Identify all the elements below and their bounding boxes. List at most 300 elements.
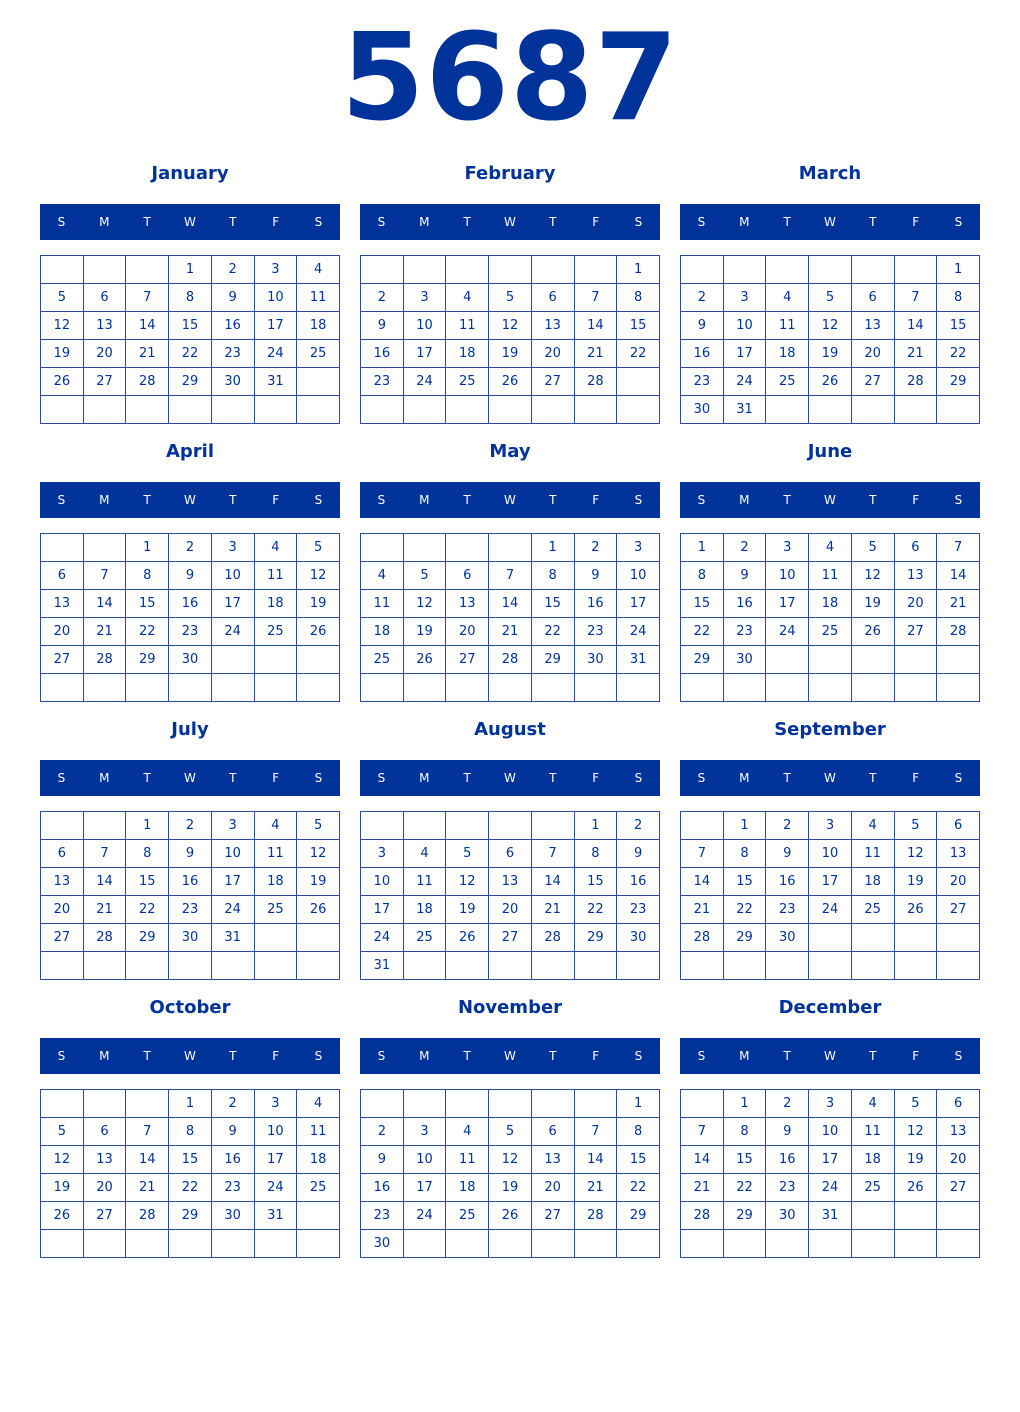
day-cell: 26 — [403, 646, 446, 674]
day-cell: 9 — [723, 562, 766, 590]
day-cell: 23 — [681, 368, 724, 396]
day-cell: 30 — [681, 396, 724, 424]
week-row — [41, 896, 340, 924]
day-cell: 21 — [83, 896, 126, 924]
weekday-label: S — [634, 1049, 643, 1063]
empty-day-cell — [361, 534, 404, 562]
week-row — [41, 924, 340, 952]
weekday-label: T — [549, 771, 557, 785]
week-row — [681, 256, 980, 284]
day-cell: 13 — [446, 590, 489, 618]
day-cell: 20 — [446, 618, 489, 646]
day-cell: 12 — [894, 1118, 937, 1146]
day-cell: 28 — [574, 368, 617, 396]
weekday-label: M — [419, 771, 430, 785]
weekday-header — [40, 760, 340, 796]
day-cell: 10 — [211, 562, 254, 590]
day-cell: 9 — [169, 840, 212, 868]
day-cell: 26 — [446, 924, 489, 952]
weekday-label: S — [377, 215, 386, 229]
day-cell: 4 — [403, 840, 446, 868]
weekday-label: S — [377, 771, 386, 785]
empty-day-cell — [403, 1230, 446, 1258]
day-cell: 9 — [211, 1118, 254, 1146]
weekday-header — [680, 760, 980, 796]
day-cell: 2 — [169, 812, 212, 840]
day-cell: 26 — [809, 368, 852, 396]
day-cell: 25 — [851, 896, 894, 924]
empty-day-cell — [403, 1090, 446, 1118]
day-cell: 31 — [254, 1202, 297, 1230]
day-cell: 3 — [211, 812, 254, 840]
weekday-label: M — [739, 771, 750, 785]
empty-day-cell — [937, 396, 980, 424]
weekday-label: S — [697, 771, 706, 785]
day-cell: 2 — [617, 812, 660, 840]
weekday-label: M — [99, 215, 110, 229]
weekday-label: S — [57, 771, 66, 785]
day-cell: 6 — [531, 1118, 574, 1146]
empty-day-cell — [531, 1230, 574, 1258]
week-row — [41, 284, 340, 312]
week-row — [681, 534, 980, 562]
day-cell: 12 — [489, 1146, 532, 1174]
empty-day-cell — [894, 1202, 937, 1230]
week-row — [41, 534, 340, 562]
day-cell: 23 — [361, 1202, 404, 1230]
day-cell: 19 — [446, 896, 489, 924]
day-cell: 23 — [169, 896, 212, 924]
empty-day-cell — [489, 952, 532, 980]
day-cell: 12 — [446, 868, 489, 896]
day-cell: 28 — [83, 924, 126, 952]
day-cell: 22 — [169, 340, 212, 368]
empty-day-cell — [83, 812, 126, 840]
empty-day-cell — [126, 256, 169, 284]
empty-day-cell — [489, 1090, 532, 1118]
day-cell: 10 — [403, 1146, 446, 1174]
empty-day-cell — [41, 812, 84, 840]
day-cell: 17 — [211, 868, 254, 896]
day-cell: 6 — [41, 840, 84, 868]
empty-day-cell — [574, 952, 617, 980]
day-cell: 8 — [681, 562, 724, 590]
empty-day-cell — [617, 396, 660, 424]
day-cell: 24 — [809, 896, 852, 924]
day-cell: 22 — [681, 618, 724, 646]
day-cell: 22 — [169, 1174, 212, 1202]
day-cell: 17 — [809, 1146, 852, 1174]
empty-day-cell — [531, 674, 574, 702]
day-cell: 25 — [403, 924, 446, 952]
day-cell: 14 — [83, 868, 126, 896]
day-cell: 19 — [489, 340, 532, 368]
weekday-label: W — [824, 215, 836, 229]
day-cell: 6 — [83, 1118, 126, 1146]
day-cell: 12 — [851, 562, 894, 590]
weekday-header — [680, 1038, 980, 1074]
day-cell: 29 — [723, 1202, 766, 1230]
day-cell: 3 — [723, 284, 766, 312]
day-cell: 30 — [574, 646, 617, 674]
empty-day-cell — [446, 534, 489, 562]
empty-day-cell — [297, 674, 340, 702]
day-cell: 18 — [446, 1174, 489, 1202]
day-cell: 15 — [617, 312, 660, 340]
weekday-label: S — [634, 215, 643, 229]
week-row — [681, 1230, 980, 1258]
day-cell: 25 — [297, 340, 340, 368]
week-row — [361, 840, 660, 868]
empty-day-cell — [723, 1230, 766, 1258]
weekday-label: F — [912, 1049, 920, 1063]
day-cell: 9 — [766, 1118, 809, 1146]
day-grid — [680, 811, 980, 980]
day-cell: 8 — [723, 1118, 766, 1146]
day-cell: 28 — [681, 1202, 724, 1230]
day-cell: 10 — [723, 312, 766, 340]
day-cell: 28 — [574, 1202, 617, 1230]
day-cell: 23 — [766, 1174, 809, 1202]
weekday-label: S — [954, 493, 963, 507]
empty-day-cell — [297, 952, 340, 980]
week-row — [361, 618, 660, 646]
day-cell: 16 — [723, 590, 766, 618]
day-cell: 13 — [41, 590, 84, 618]
day-cell: 13 — [83, 312, 126, 340]
day-cell: 4 — [851, 1090, 894, 1118]
week-row — [681, 840, 980, 868]
empty-day-cell — [41, 1090, 84, 1118]
weekday-label: W — [504, 493, 516, 507]
empty-day-cell — [83, 952, 126, 980]
day-cell: 23 — [766, 896, 809, 924]
day-cell: 17 — [361, 896, 404, 924]
day-cell: 15 — [617, 1146, 660, 1174]
empty-day-cell — [851, 1202, 894, 1230]
day-cell: 27 — [446, 646, 489, 674]
week-row — [361, 896, 660, 924]
weekday-label: F — [592, 493, 600, 507]
day-cell: 10 — [809, 840, 852, 868]
day-cell: 17 — [211, 590, 254, 618]
day-cell: 16 — [361, 1174, 404, 1202]
day-cell: 4 — [254, 534, 297, 562]
day-cell: 12 — [297, 562, 340, 590]
week-row — [361, 1174, 660, 1202]
weekday-label: W — [824, 1049, 836, 1063]
empty-day-cell — [723, 674, 766, 702]
day-cell: 9 — [361, 1146, 404, 1174]
empty-day-cell — [126, 952, 169, 980]
weekday-label: S — [634, 771, 643, 785]
day-cell: 17 — [403, 1174, 446, 1202]
empty-day-cell — [681, 1090, 724, 1118]
weekday-header — [680, 204, 980, 240]
day-cell: 14 — [894, 312, 937, 340]
weekday-label: W — [824, 771, 836, 785]
day-cell: 30 — [766, 1202, 809, 1230]
day-cell: 11 — [446, 312, 489, 340]
day-cell: 1 — [681, 534, 724, 562]
day-cell: 1 — [617, 1090, 660, 1118]
empty-day-cell — [574, 674, 617, 702]
day-cell: 25 — [254, 896, 297, 924]
weekday-label: T — [143, 493, 151, 507]
day-cell: 15 — [126, 590, 169, 618]
day-grid — [40, 1089, 340, 1258]
day-cell: 21 — [126, 340, 169, 368]
week-row — [681, 1146, 980, 1174]
week-row — [361, 284, 660, 312]
weekday-label: T — [143, 771, 151, 785]
day-cell: 5 — [446, 840, 489, 868]
day-cell: 1 — [126, 534, 169, 562]
empty-day-cell — [489, 396, 532, 424]
empty-day-cell — [937, 1230, 980, 1258]
day-cell: 27 — [531, 368, 574, 396]
day-cell: 28 — [681, 924, 724, 952]
day-cell: 15 — [169, 312, 212, 340]
day-cell: 3 — [617, 534, 660, 562]
day-cell: 18 — [297, 312, 340, 340]
week-row — [681, 812, 980, 840]
weekday-label: W — [504, 1049, 516, 1063]
day-cell: 26 — [894, 896, 937, 924]
empty-day-cell — [403, 256, 446, 284]
day-cell: 7 — [681, 1118, 724, 1146]
day-cell: 16 — [574, 590, 617, 618]
day-cell: 3 — [403, 284, 446, 312]
empty-day-cell — [531, 1090, 574, 1118]
day-cell: 21 — [681, 1174, 724, 1202]
day-cell: 20 — [531, 1174, 574, 1202]
day-cell: 2 — [766, 812, 809, 840]
week-row — [361, 368, 660, 396]
day-cell: 28 — [489, 646, 532, 674]
empty-day-cell — [766, 256, 809, 284]
weekday-label: M — [739, 493, 750, 507]
month-name: December — [778, 997, 882, 1018]
day-cell: 24 — [809, 1174, 852, 1202]
day-cell: 8 — [574, 840, 617, 868]
week-row — [361, 534, 660, 562]
day-grid — [360, 533, 660, 702]
weekday-label: S — [697, 493, 706, 507]
day-cell: 29 — [681, 646, 724, 674]
day-cell: 19 — [894, 868, 937, 896]
empty-day-cell — [766, 396, 809, 424]
empty-day-cell — [489, 674, 532, 702]
empty-day-cell — [809, 924, 852, 952]
day-cell: 13 — [531, 1146, 574, 1174]
day-cell: 26 — [489, 368, 532, 396]
day-cell: 4 — [446, 1118, 489, 1146]
weekday-label: T — [229, 771, 237, 785]
weekday-label: W — [184, 493, 196, 507]
empty-day-cell — [851, 256, 894, 284]
day-cell: 24 — [723, 368, 766, 396]
week-row — [361, 952, 660, 980]
weekday-label: T — [869, 771, 877, 785]
day-cell: 18 — [297, 1146, 340, 1174]
day-cell: 13 — [531, 312, 574, 340]
day-cell: 16 — [766, 868, 809, 896]
day-cell: 18 — [254, 590, 297, 618]
week-row — [681, 952, 980, 980]
day-cell: 22 — [723, 896, 766, 924]
weekday-label: T — [463, 215, 471, 229]
day-cell: 14 — [681, 868, 724, 896]
weekday-label: T — [783, 215, 791, 229]
week-row — [41, 256, 340, 284]
day-cell: 28 — [531, 924, 574, 952]
empty-day-cell — [937, 674, 980, 702]
weekday-label: M — [99, 493, 110, 507]
weekday-label: F — [592, 1049, 600, 1063]
week-row — [681, 312, 980, 340]
day-cell: 27 — [937, 896, 980, 924]
day-cell: 21 — [489, 618, 532, 646]
empty-day-cell — [574, 396, 617, 424]
day-cell: 17 — [809, 868, 852, 896]
weekday-label: T — [143, 1049, 151, 1063]
empty-day-cell — [809, 1230, 852, 1258]
weekday-label: M — [419, 493, 430, 507]
empty-day-cell — [446, 812, 489, 840]
day-cell: 20 — [83, 340, 126, 368]
empty-day-cell — [126, 396, 169, 424]
day-cell: 24 — [403, 1202, 446, 1230]
weekday-label: M — [99, 771, 110, 785]
day-cell: 14 — [681, 1146, 724, 1174]
week-row — [41, 952, 340, 980]
day-cell: 27 — [83, 1202, 126, 1230]
week-row — [361, 562, 660, 590]
day-cell: 16 — [169, 590, 212, 618]
day-cell: 2 — [211, 1090, 254, 1118]
day-cell: 28 — [937, 618, 980, 646]
day-cell: 14 — [531, 868, 574, 896]
weekday-header — [360, 482, 660, 518]
day-cell: 25 — [766, 368, 809, 396]
week-row — [361, 396, 660, 424]
day-cell: 20 — [41, 618, 84, 646]
day-cell: 11 — [809, 562, 852, 590]
day-grid — [680, 1089, 980, 1258]
day-cell: 15 — [723, 1146, 766, 1174]
day-cell: 9 — [211, 284, 254, 312]
day-cell: 21 — [126, 1174, 169, 1202]
empty-day-cell — [83, 1230, 126, 1258]
day-cell: 15 — [126, 868, 169, 896]
month-name: March — [798, 163, 862, 184]
empty-day-cell — [41, 534, 84, 562]
empty-day-cell — [254, 396, 297, 424]
day-cell: 23 — [361, 368, 404, 396]
weekday-label: T — [229, 1049, 237, 1063]
day-cell: 22 — [126, 896, 169, 924]
week-row — [681, 562, 980, 590]
day-cell: 22 — [617, 340, 660, 368]
empty-day-cell — [681, 812, 724, 840]
weekday-label: F — [272, 1049, 280, 1063]
day-cell: 23 — [723, 618, 766, 646]
day-cell: 29 — [169, 368, 212, 396]
day-cell: 21 — [894, 340, 937, 368]
weekday-label: T — [783, 493, 791, 507]
day-cell: 13 — [937, 1118, 980, 1146]
day-cell: 20 — [894, 590, 937, 618]
weekday-label: F — [912, 771, 920, 785]
month-name: January — [151, 163, 229, 184]
day-cell: 24 — [403, 368, 446, 396]
month-name: February — [464, 163, 556, 184]
empty-day-cell — [937, 952, 980, 980]
weekday-header — [40, 204, 340, 240]
day-cell: 1 — [531, 534, 574, 562]
day-cell: 3 — [254, 256, 297, 284]
weekday-label: M — [739, 1049, 750, 1063]
empty-day-cell — [851, 646, 894, 674]
empty-day-cell — [809, 396, 852, 424]
weekday-label: T — [783, 771, 791, 785]
week-row — [361, 340, 660, 368]
empty-day-cell — [531, 396, 574, 424]
day-cell: 24 — [211, 618, 254, 646]
day-cell: 7 — [83, 562, 126, 590]
day-cell: 15 — [937, 312, 980, 340]
day-cell: 7 — [937, 534, 980, 562]
empty-day-cell — [297, 646, 340, 674]
empty-day-cell — [211, 646, 254, 674]
day-cell: 5 — [489, 284, 532, 312]
day-cell: 11 — [297, 284, 340, 312]
day-cell: 8 — [126, 562, 169, 590]
week-row — [361, 1118, 660, 1146]
day-cell: 10 — [254, 1118, 297, 1146]
day-cell: 15 — [169, 1146, 212, 1174]
day-cell: 23 — [617, 896, 660, 924]
empty-day-cell — [446, 256, 489, 284]
weekday-header — [360, 760, 660, 796]
day-cell: 19 — [41, 340, 84, 368]
day-cell: 2 — [723, 534, 766, 562]
day-cell: 6 — [41, 562, 84, 590]
week-row — [681, 284, 980, 312]
day-cell: 25 — [297, 1174, 340, 1202]
empty-day-cell — [254, 924, 297, 952]
day-cell: 16 — [681, 340, 724, 368]
weekday-label: S — [314, 1049, 323, 1063]
day-cell: 2 — [766, 1090, 809, 1118]
day-cell: 12 — [809, 312, 852, 340]
day-cell: 31 — [361, 952, 404, 980]
week-row — [41, 1146, 340, 1174]
day-cell: 19 — [851, 590, 894, 618]
week-row — [41, 812, 340, 840]
week-row — [41, 618, 340, 646]
empty-day-cell — [446, 1230, 489, 1258]
week-row — [681, 590, 980, 618]
week-row — [681, 868, 980, 896]
weekday-label: T — [229, 215, 237, 229]
week-row — [681, 1118, 980, 1146]
weekday-label: S — [57, 215, 66, 229]
empty-day-cell — [531, 812, 574, 840]
empty-day-cell — [211, 396, 254, 424]
day-cell: 18 — [254, 868, 297, 896]
